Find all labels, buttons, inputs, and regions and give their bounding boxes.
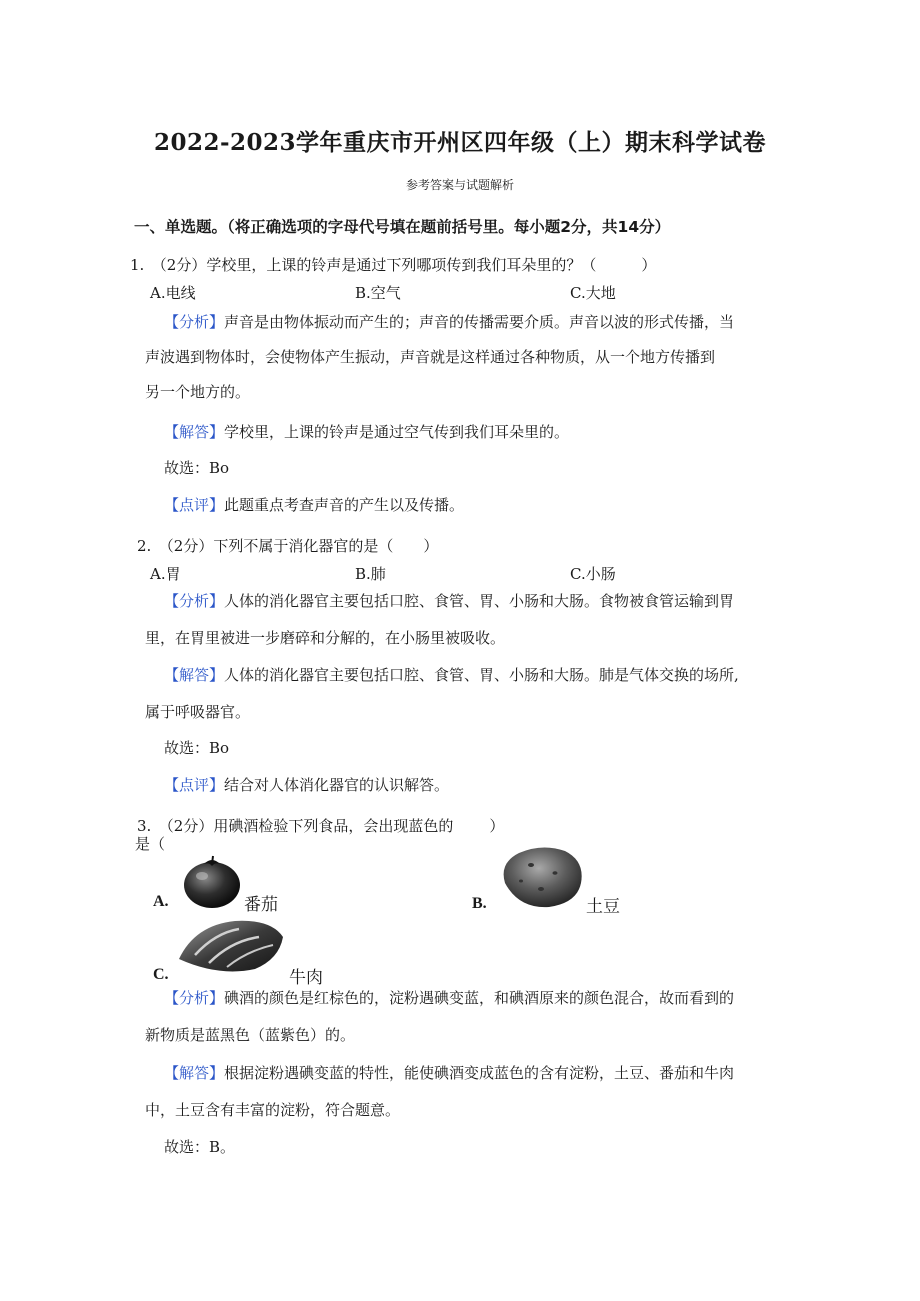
question-3-stem-text: 3. （2分）用碘酒检验下列食品，会出现蓝色的	[137, 817, 454, 835]
answer-tag: 【解答】	[164, 1064, 225, 1082]
question-1-option-a: A.电线	[150, 284, 196, 302]
answer-blank	[453, 827, 489, 831]
question-3-analysis-line-2: 新物质是蓝黑色（蓝紫色）的。	[145, 1026, 356, 1044]
question-2-stem: 2. （2分）下列不属于消化器官的是（ ）	[137, 537, 439, 555]
question-3-stem-wrap: 是（	[135, 835, 166, 853]
beef-image	[175, 915, 287, 977]
section-heading: 一、单选题。（将正确选项的字母代号填在题前括号里。每小题2分，共14分）	[134, 218, 671, 236]
question-1-analysis-line-1	[164, 315, 734, 330]
answer-text: 根据淀粉遇碘变蓝的特性，能使碘酒变成蓝色的含有淀粉，土豆、番茄和牛肉	[224, 1064, 735, 1082]
question-3-answer-line-1	[164, 1066, 734, 1081]
question-3-option-a-letter: A.	[153, 893, 169, 910]
document-subtitle: 参考答案与试题解析	[405, 178, 514, 192]
question-1-option-c: C.大地	[570, 284, 616, 302]
comment-text: 结合对人体消化器官的认识解答。	[224, 776, 450, 794]
answer-text: 人体的消化器官主要包括口腔、食管、胃、小肠和大肠。肺是气体交换的场所,	[224, 666, 739, 684]
question-1-analysis-line-3: 另一个地方的。	[145, 383, 251, 401]
potato-image	[497, 843, 587, 911]
question-2-option-c: C.小肠	[570, 565, 616, 583]
analysis-tag: 【分析】	[164, 592, 225, 610]
comment-tag: 【点评】	[164, 496, 225, 514]
question-1-answer	[164, 425, 569, 440]
question-1-comment	[164, 498, 464, 513]
question-1-option-b: B.空气	[355, 284, 401, 302]
analysis-text: 声音是由物体振动而产生的；声音的传播需要介质。声音以波的形式传播，当	[224, 313, 735, 331]
document-title: 2022-2023学年重庆市开州区四年级（上）期末科学试卷	[153, 129, 767, 156]
question-2-answer-line-1	[164, 668, 739, 683]
question-3-analysis-line-1	[164, 991, 734, 1006]
question-3-choice: 故选：B。	[164, 1138, 236, 1156]
question-2-analysis-line-2: 里，在胃里被进一步磨碎和分解的，在小肠里被吸收。	[145, 629, 506, 647]
question-3-option-a-label: 番茄	[244, 895, 278, 915]
question-3-stem	[137, 815, 504, 836]
comment-tag: 【点评】	[164, 776, 225, 794]
question-3-option-b-letter: B.	[472, 895, 487, 912]
question-3-option-b-label: 土豆	[586, 897, 620, 917]
analysis-text: 人体的消化器官主要包括口腔、食管、胃、小肠和大肠。食物被食管运输到胃	[224, 592, 735, 610]
answer-tag: 【解答】	[164, 666, 225, 684]
analysis-text: 碘酒的颜色是红棕色的，淀粉遇碘变蓝，和碘酒原来的颜色混合，故而看到的	[224, 989, 735, 1007]
question-2-answer-line-2: 属于呼吸器官。	[145, 703, 251, 721]
answer-tag: 【解答】	[164, 423, 225, 441]
question-1-choice: 故选：Bo	[164, 459, 230, 477]
comment-text: 此题重点考查声音的产生以及传播。	[224, 496, 465, 514]
answer-text: 学校里，上课的铃声是通过空气传到我们耳朵里的。	[224, 423, 570, 441]
question-2-analysis-line-1	[164, 594, 734, 609]
question-1-analysis-line-2: 声波遇到物体时，会使物体产生振动，声音就是这样通过各种物质，从一个地方传播到	[145, 348, 716, 366]
analysis-tag: 【分析】	[164, 989, 225, 1007]
question-3-answer-line-2: 中，土豆含有丰富的淀粉，符合题意。	[145, 1101, 401, 1119]
question-3-option-c-label: 牛肉	[289, 968, 323, 988]
tomato-image	[182, 852, 242, 910]
question-3-stem-end: ）	[489, 817, 505, 835]
question-2-option-b: B.肺	[355, 565, 386, 583]
question-3-option-c-letter: C.	[153, 966, 169, 983]
question-1-stem: 1. （2分）学校里，上课的铃声是通过下列哪项传到我们耳朵里的？（ ）	[130, 256, 657, 274]
question-2-option-a: A.胃	[150, 565, 181, 583]
analysis-tag: 【分析】	[164, 313, 225, 331]
question-2-comment	[164, 778, 449, 793]
question-2-choice: 故选：Bo	[164, 739, 230, 757]
